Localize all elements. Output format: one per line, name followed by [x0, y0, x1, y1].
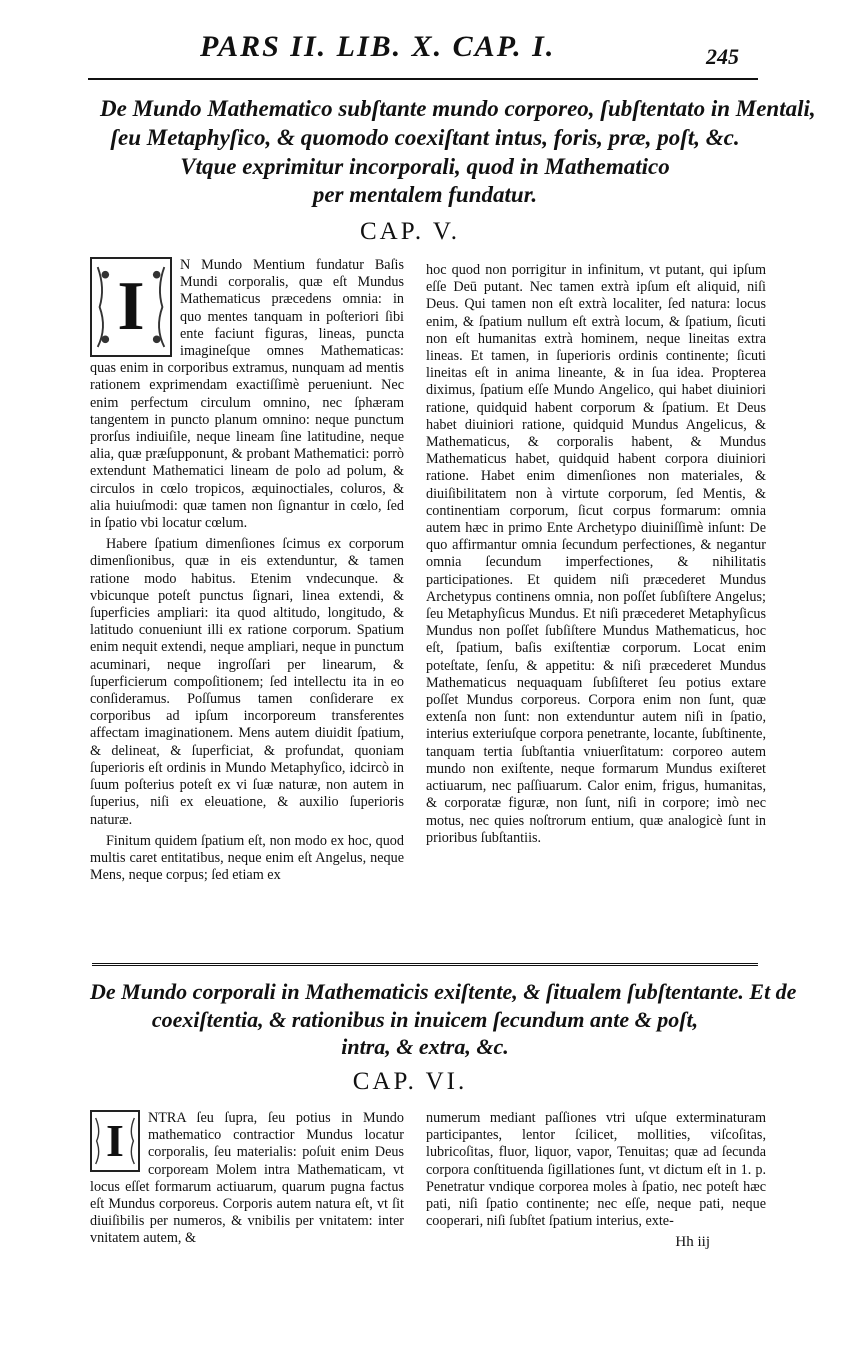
text-column-left	[90, 257, 404, 888]
section-divider	[92, 963, 758, 966]
page-number: 245	[706, 44, 739, 69]
text-column-right	[426, 262, 766, 851]
chapter-title-line: De Mundo Mathematico subſtante mundo corporeo, ſubſtentato in Mentali,	[100, 96, 816, 121]
signature-mark: Hh iij	[675, 1234, 710, 1251]
initial-letter: I	[106, 1115, 124, 1166]
chapter-title-5	[100, 95, 816, 210]
running-head: PARS II. LIB. X. CAP. I.	[200, 30, 556, 63]
paragraph: hoc quod non porrigitur in infinitum, vt putant, qui ipſum eſſe Deū putant. Nec tamen extrà ipſum eſt aliquid, niſi Deus. Qui tamen non eſt extrà localiter, ſed natura: locus enim, & ſpatium nullum eſt extrà locum, & ſpatium, ſicuti non eſt humanitas extrà hominem, neque lineitas extra lineas. Et tamen, in ſuperioris ordinis continente; ſicuti lineitas eſt in anima lineante, & in ſua idea. Propterea diximus, ſpatium eſſe Mundo Angelico, qui habet diuiniori ratione, quidquid habent corporum & ſpatium. Et Deus habet diuiniori ratione, quidquid Mundus Angelicus, & Mathematicus, & corporalis habent, & Mundus Mathematicus habet, quidquid habent corpora diuiniori ratione. Habet enim dimenſiones non materiales, & diuiſibilitatem non à virtute corporum, ſed Mentis, & continentiam corporum, ſicut corpus formarum: omnia autem hæc in primo Ente Archetypo diuiniſſimè inſunt: De quo affirmantur omnia ſecundum perfectiones, & negantur omnia ſecundum imperfectiones, & nihilitatis participationes. Et quidem niſi præcederet Mundus Archetypus continens omnia, non poſſet ſubſiſtere Angelus; ſeu Metaphyſicus Mundus. Et niſi præcederet Metaphyſicus Mundus non poſſet ſubſiſtere Mundus Mathematicus, hoc eſt, ſpatium, baſis exiſtentiæ corporum. Locat enim poteſtate, ſenſu, & appetitu: & niſi præcederet Mundus Mathematicus nequaquam ſubſiſteret ſeu potius extare poſſet Mundus corporeus. Corpora enim non ſunt, quæ extenſa non ſunt: non extenduntur autem niſi in ſpatio, interius exteriuſque corpora penetrante, locante, ſubſtinente, tanquam tertia ſubſtantia vniuerſitatum: corporeo autem mundo non exiſtente, neque formarum Mundus exiſteret actiuarum, nec paſſiuarum. Calor enim, frigus, humanitas, & corporatæ figuræ, non ſunt, niſi in corpore; imò nec motus, nec quies noſtrorum entium, quæ analogicè ſunt in prioribus ſubſtantiis.	[426, 262, 766, 846]
paragraph: N Mundo Mentium fundatur Baſis Mundi corporalis, quæ eſt Mundus Mathematicus præcedens omnia: in quo mentes tanquam in poſteriori ſibi ente faciunt figuras, lineas, puncta imagineſque omnes Mathematicas: quas enim in corporibus extramus, nunquam ad mentis rationem exprimendam exactiſſimè perueniunt. Nec enim perfectum circulum omnino, nec ſphæram tangentem in puncto planum omnino: neque punctum prorſus indiuiſile, neque lineam ſine latitudine, neque alia, quæ præſupponunt, & probant Mathematici: porrò extendunt Mathematici lineam de polo ad polum, & circulos in cœlo tropicos, æquinoctiales, coluros, & alia huiuſmodi: quæ tamen non ſignantur in cœlo, ſed in ſpatio vbi locatur cœlum.	[90, 257, 404, 532]
chapter-title-line: intra, & extra, &c.	[341, 1034, 509, 1059]
decorated-initial	[90, 257, 172, 357]
decorated-initial	[90, 1110, 140, 1172]
initial-letter: I	[117, 268, 145, 345]
chapter-title-line: Vtque exprimitur incorporali, quod in Mathematico	[180, 153, 670, 179]
text-column-right	[426, 1110, 766, 1252]
chapter-title-line: De Mundo corporali in Mathematicis exiſtente, & ſitualem ſubſtentante. Et de	[90, 979, 797, 1004]
header-rule	[88, 78, 758, 80]
paragraph: NTRA ſeu ſupra, ſeu potius in Mundo mathematico contractior Mundus locatur corporalis, ſeu materialis: poſuit enim Deus corpoream Molem intra Mathematicam, vt locus eſſet formarum actiuarum, quarum pugna factus eſt Mundus corporeus. Corporis autem natura eſt, vt ſit diuiſibilis per numeros, & vnibilis per vnitatem: inter vnitatem autem, &	[90, 1110, 404, 1247]
paragraph: Habere ſpatium dimenſiones ſcimus ex corporum dimenſionibus, quæ in eis extenduntur, & tamen ratione modo habitus. Etenim vndecunque. & vbicunque poteſt punctus ſignari, linea extendi, & ſuperficies ampliari: ita quod altitudo, longitudo, & latitudo conueniunt illi ex ratione corporum. Spatium enim nequit extendi, neque ampliari, neque in punctum acuminari, neque ingroſſari per linearum, & ſuperficierum compoſitionem; ſed intellectu ita in eo conſideramus. Poſſumus tamen conſiderare ex corporibus ad ipſum incorporeum transferentes affectam imaginationem. Mens autem diuidit ſpatium, & delineat, & ſuperficiat, & profundat, quoniam ſuperioris eſt ordinis in Mundo Metaphyſico, idcircò in ſuum poſterius poteſt ex vi ſuæ naturæ, non autem in ſuperius, niſi ex eleuatione, & auxilio ſuperioris naturæ.	[90, 536, 404, 828]
paragraph: Finitum quidem ſpatium eſt, non modo ex hoc, quod multis caret entitatibus, neque enim eſt Angelus, neque Mens, neque corpus; ſed etiam ex	[90, 832, 404, 884]
chapter-title-6	[90, 978, 797, 1061]
chapter-title-line: per mentalem fundatur.	[312, 182, 538, 208]
text-column-left	[90, 1110, 404, 1252]
paragraph: numerum mediant paſſiones vtri uſque exterminaturam participantes, lentor ſcilicet, mollities, viſcoſitas, lubricoſitas, fluor, liquor, vapor, Tenuitas; quæ ad ſecunda corpora conſtituenda ſigillationes ſunt, vt dictum eſt in 1. p. Penetratur vndique corporea moles à ſpatio, nec poteſt hæc pati, niſi ſpatio continente; nec eſſe, neque pati, neque cooperari, niſi ſubſtet ſpatium interius, exte-	[426, 1110, 766, 1230]
chapter-title-line: ſeu Metaphyſico, & quomodo coexiſtant intus, foris, præ, poſt, &c.	[110, 124, 740, 150]
chapter-title-line: coexiſtentia, & rationibus in inuicem ſecundum ante & poſt,	[151, 1006, 699, 1032]
chapter-heading-5: CAP. V.	[360, 218, 460, 245]
chapter-heading-6: CAP. VI.	[352, 1068, 468, 1095]
